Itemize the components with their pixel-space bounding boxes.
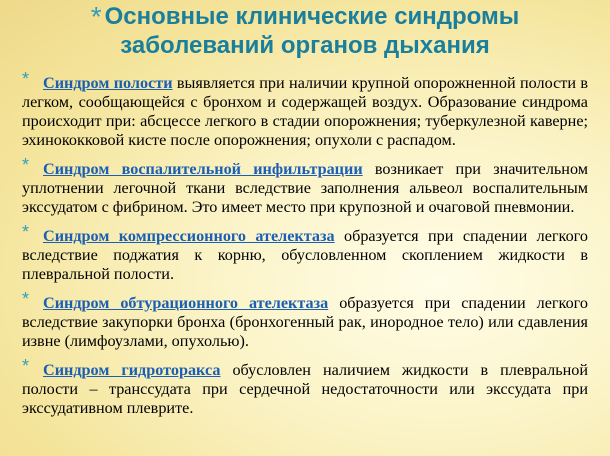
bullet-icon: * [22, 222, 30, 242]
syndrome-term: Синдром воспалительной инфильтрации [43, 160, 363, 178]
syndrome-term: Синдром компрессионного ателектаза [43, 227, 335, 245]
syndrome-list [22, 70, 588, 424]
syndrome-item-obturation-atelectasis [22, 290, 588, 351]
syndrome-item-infiltration [22, 156, 588, 217]
syndrome-item-hydrothorax [22, 357, 588, 418]
syndrome-item-cavity [22, 70, 588, 150]
bullet-icon: * [22, 69, 30, 89]
syndrome-term: Синдром гидроторакса [43, 361, 221, 379]
bullet-icon: * [22, 356, 30, 376]
syndrome-description: обусловлен наличием жидкости в плевральной полости – транссудата при сердечной недостаточности или экссудата при экссудативном плеврите. [22, 361, 588, 417]
bullet-icon: * [22, 289, 30, 309]
title-text-1: Основные клинические синдромы [104, 3, 520, 30]
syndrome-term: Синдром обтурационного ателектаза [43, 294, 329, 312]
slide-title [0, 2, 610, 60]
syndrome-description: выявляется при наличии крупной опорожненной полости в легком, сообщающейся с бронхом и содержащей воздух. Образование синдрома происходит при: абсцессе легкого в стадии опорожнения; туберкулезной каверне; эхинококковой кисте после опорожнения; опухоли с распадом. [22, 74, 588, 149]
syndrome-description: возникает при значительном уплотнении легочной ткани вследствие заполнения альвеол воспалительным экссудатом с фибрином. Это имеет место при крупозной и очаговой пневмонии. [22, 160, 589, 216]
syndrome-term: Синдром полости [43, 74, 173, 92]
title-line-2: заболеваний органов дыхания [120, 32, 490, 59]
bullet-icon: * [22, 155, 30, 175]
syndrome-item-compression-atelectasis [22, 223, 588, 284]
title-bullet-icon: * [90, 1, 102, 32]
syndrome-description: образуется при спадении легкого вследствие закупорки бронха (бронхогенный рак, инородное тело) или сдавления извне (лимфоузлами, опухолью). [22, 294, 588, 350]
title-line-1 [0, 2, 610, 31]
syndrome-description: образуется при спадении легкого вследствие поджатия к корню, обусловленном скоплением жидкости в плевральной полости. [22, 227, 589, 283]
